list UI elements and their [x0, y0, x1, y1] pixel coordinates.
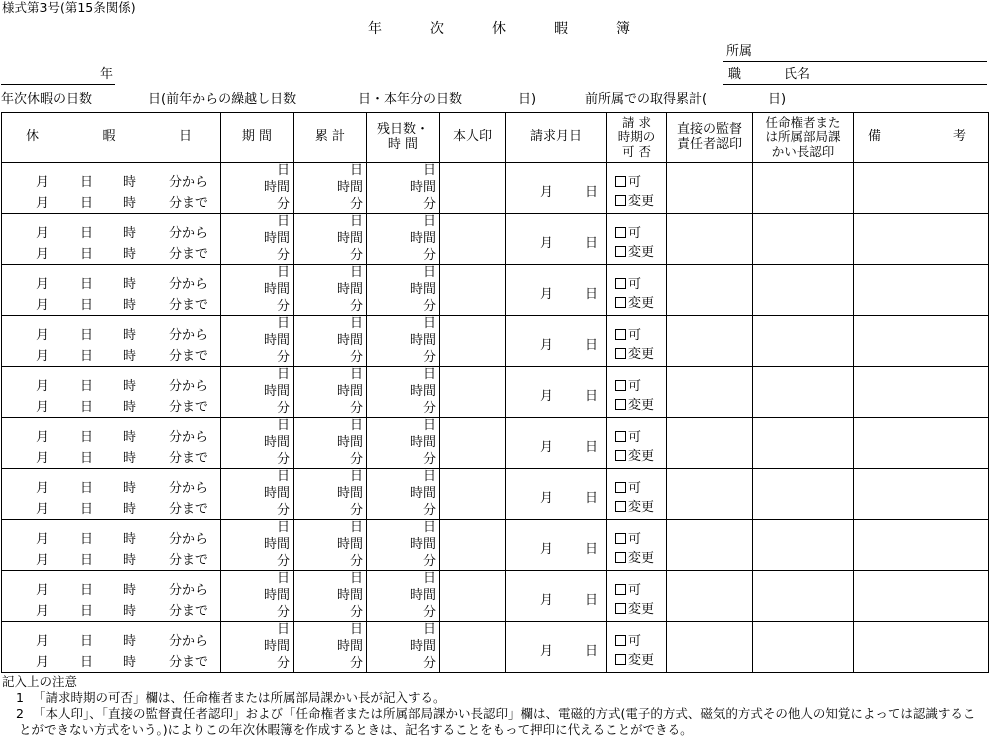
option-approve[interactable]: 可: [615, 324, 641, 343]
leave-to: 月 日 時 分まで: [36, 553, 209, 568]
remaining-cell[interactable]: 日 時間 分: [367, 571, 440, 622]
seal-cell[interactable]: [440, 214, 506, 265]
leave-date-cell[interactable]: [2, 214, 221, 265]
supervisor-seal-cell[interactable]: [667, 418, 753, 469]
option-approve[interactable]: 可: [615, 375, 641, 394]
col-header-seal: 本人印: [440, 113, 506, 163]
leave-to: 月 日 時 分まで: [36, 298, 209, 313]
request-date-cell[interactable]: 月 日: [506, 571, 607, 622]
checkbox-icon[interactable]: [615, 482, 626, 493]
option-approve[interactable]: 可: [615, 426, 641, 445]
remarks-cell[interactable]: [854, 622, 989, 673]
leave-record-table: [1, 112, 989, 673]
seal-cell[interactable]: [440, 571, 506, 622]
checkbox-icon[interactable]: [615, 380, 626, 391]
approval-cell[interactable]: [607, 214, 667, 265]
leave-to: 月 日 時 分まで: [36, 349, 209, 364]
checkbox-icon[interactable]: [615, 450, 626, 461]
request-date-cell[interactable]: 月 日: [506, 622, 607, 673]
col-header-leave-date: 休 暇 日: [2, 113, 221, 163]
form-number: 様式第3号(第15条関係): [2, 0, 136, 15]
col-header-cumulative: 累 計: [294, 113, 367, 163]
seal-cell[interactable]: [440, 418, 506, 469]
checkbox-icon[interactable]: [615, 348, 626, 359]
appointer-seal-cell[interactable]: [753, 163, 854, 214]
option-change[interactable]: 変更: [615, 190, 654, 209]
option-change[interactable]: 変更: [615, 241, 654, 260]
approval-cell[interactable]: [607, 265, 667, 316]
request-date-cell[interactable]: 月 日: [506, 316, 607, 367]
request-date-cell[interactable]: 月 日: [506, 469, 607, 520]
table-row: [2, 622, 989, 673]
remaining-cell[interactable]: 日 時間 分: [367, 214, 440, 265]
leave-from: 月 日 時 分から: [36, 481, 209, 496]
checkbox-icon[interactable]: [615, 399, 626, 410]
seal-cell[interactable]: [440, 469, 506, 520]
table-row: [2, 520, 989, 571]
col-header-remarks: 備 考: [854, 113, 989, 163]
option-approve[interactable]: 可: [615, 579, 641, 598]
seal-cell[interactable]: [440, 622, 506, 673]
checkbox-icon[interactable]: [615, 533, 626, 544]
leave-from: 月 日 時 分から: [36, 430, 209, 445]
table-row: [2, 163, 989, 214]
table-row: [2, 469, 989, 520]
remarks-cell[interactable]: [854, 367, 989, 418]
appointer-seal-cell[interactable]: [753, 520, 854, 571]
leave-to: 月 日 時 分まで: [36, 400, 209, 415]
checkbox-icon[interactable]: [615, 501, 626, 512]
note-item: 1 「請求時期の可否」欄は、任命権者または所属部局課かい長が記入する。: [16, 690, 446, 705]
period-cell[interactable]: 日 時間 分: [221, 571, 294, 622]
cumulative-cell[interactable]: 日 時間 分: [294, 163, 367, 214]
leave-date-cell[interactable]: [2, 571, 221, 622]
title-char: 簿: [616, 21, 630, 37]
option-change[interactable]: 変更: [615, 598, 654, 617]
leave-to: 月 日 時 分まで: [36, 502, 209, 517]
appointer-seal-cell[interactable]: [753, 418, 854, 469]
remarks-cell[interactable]: [854, 418, 989, 469]
period-cell[interactable]: 日 時間 分: [221, 214, 294, 265]
leave-from: 月 日 時 分から: [36, 226, 209, 241]
dept-label: 所属: [726, 44, 753, 59]
position-label: 職: [728, 67, 742, 82]
appointer-seal-cell[interactable]: [753, 265, 854, 316]
col-header-approval: 請 求 時期の 可 否: [607, 113, 667, 163]
leave-from: 月 日 時 分から: [36, 277, 209, 292]
seal-cell[interactable]: [440, 163, 506, 214]
table-row: [2, 214, 989, 265]
leave-from: 月 日 時 分から: [36, 328, 209, 343]
leave-date-cell[interactable]: [2, 163, 221, 214]
period-cell[interactable]: 日 時間 分: [221, 520, 294, 571]
period-cell[interactable]: 日 時間 分: [221, 469, 294, 520]
col-header-request-date: 請求月日: [506, 113, 607, 163]
request-date-cell[interactable]: 月 日: [506, 367, 607, 418]
leave-to: 月 日 時 分まで: [36, 655, 209, 670]
year-label: 年: [100, 67, 114, 82]
request-date-cell[interactable]: 月 日: [506, 214, 607, 265]
leave-from: 月 日 時 分から: [36, 634, 209, 649]
seal-cell[interactable]: [440, 520, 506, 571]
supervisor-seal-cell[interactable]: [667, 265, 753, 316]
checkbox-icon[interactable]: [615, 195, 626, 206]
supervisor-seal-cell[interactable]: [667, 622, 753, 673]
request-date-cell[interactable]: 月 日: [506, 520, 607, 571]
cumulative-cell[interactable]: 日 時間 分: [294, 367, 367, 418]
approval-cell[interactable]: [607, 622, 667, 673]
cumulative-cell[interactable]: 日 時間 分: [294, 622, 367, 673]
table-row: [2, 316, 989, 367]
col-header-remaining: 残日数・ 時 間: [367, 113, 440, 163]
option-approve[interactable]: 可: [615, 171, 641, 190]
checkbox-icon[interactable]: [615, 227, 626, 238]
cumulative-cell[interactable]: 日 時間 分: [294, 520, 367, 571]
checkbox-icon[interactable]: [615, 297, 626, 308]
remaining-cell[interactable]: 日 時間 分: [367, 367, 440, 418]
approval-cell[interactable]: [607, 571, 667, 622]
cumulative-cell[interactable]: 日 時間 分: [294, 265, 367, 316]
leave-to: 月 日 時 分まで: [36, 451, 209, 466]
remaining-cell[interactable]: 日 時間 分: [367, 520, 440, 571]
leave-from: 月 日 時 分から: [36, 175, 209, 190]
remarks-cell[interactable]: [854, 265, 989, 316]
remarks-cell[interactable]: [854, 316, 989, 367]
notes-section: [2, 674, 987, 738]
option-change[interactable]: 変更: [615, 496, 654, 515]
current-year-label: 日・本年分の日数: [358, 92, 463, 107]
leave-to: 月 日 時 分まで: [36, 196, 209, 211]
title-char: 休: [492, 21, 506, 37]
supervisor-seal-cell[interactable]: [667, 214, 753, 265]
request-date-cell[interactable]: 月 日: [506, 163, 607, 214]
remarks-cell[interactable]: [854, 571, 989, 622]
col-header-appointer: 任命権者また は所属部局課 かい長認印: [753, 113, 854, 163]
period-cell[interactable]: 日 時間 分: [221, 622, 294, 673]
supervisor-seal-cell[interactable]: [667, 571, 753, 622]
supervisor-seal-cell[interactable]: [667, 520, 753, 571]
remaining-cell[interactable]: 日 時間 分: [367, 469, 440, 520]
leave-date-cell[interactable]: [2, 316, 221, 367]
remaining-cell[interactable]: 日 時間 分: [367, 418, 440, 469]
period-cell[interactable]: 日 時間 分: [221, 265, 294, 316]
title-char: 年: [368, 21, 382, 37]
option-change[interactable]: 変更: [615, 445, 654, 464]
leave-to: 月 日 時 分まで: [36, 247, 209, 262]
option-change[interactable]: 変更: [615, 394, 654, 413]
appointer-seal-cell[interactable]: [753, 214, 854, 265]
approval-cell[interactable]: [607, 367, 667, 418]
remaining-cell[interactable]: 日 時間 分: [367, 622, 440, 673]
period-cell[interactable]: 日 時間 分: [221, 418, 294, 469]
option-approve[interactable]: 可: [615, 630, 641, 649]
supervisor-seal-cell[interactable]: [667, 316, 753, 367]
remarks-cell[interactable]: [854, 163, 989, 214]
checkbox-icon[interactable]: [615, 654, 626, 665]
table-row: [2, 571, 989, 622]
checkbox-icon[interactable]: [615, 635, 626, 646]
note-item: 2 「本人印」、「直接の監督責任者認印」および「任命権者または所属部局課かい長認印」欄は、電磁的方式(電子的方式、磁気的方式その他人の知覚によっては認識することができない方式をいう。)によりこの年次休暇簿を作成するときは、記名することをもって押印に代えることができる。: [16, 706, 976, 737]
checkbox-icon[interactable]: [615, 552, 626, 563]
checkbox-icon[interactable]: [615, 246, 626, 257]
option-approve[interactable]: 可: [615, 273, 641, 292]
col-header-period: 期 間: [221, 113, 294, 163]
leave-date-cell[interactable]: [2, 367, 221, 418]
remarks-cell[interactable]: [854, 520, 989, 571]
approval-cell[interactable]: [607, 316, 667, 367]
name-label: 氏名: [784, 67, 811, 82]
leave-date-cell[interactable]: [2, 520, 221, 571]
approval-cell[interactable]: [607, 418, 667, 469]
remaining-cell[interactable]: 日 時間 分: [367, 316, 440, 367]
checkbox-icon[interactable]: [615, 603, 626, 614]
document-title: [368, 22, 630, 36]
remaining-cell[interactable]: 日 時間 分: [367, 265, 440, 316]
supervisor-seal-cell[interactable]: [667, 367, 753, 418]
approval-cell[interactable]: [607, 469, 667, 520]
col-header-supervisor: 直接の監督 責任者認印: [667, 113, 753, 163]
summary-close: 日): [518, 92, 537, 107]
checkbox-icon[interactable]: [615, 176, 626, 187]
prior-close: 日): [768, 92, 787, 107]
dept-underline: [723, 61, 987, 62]
leave-from: 月 日 時 分から: [36, 532, 209, 547]
carryover-label: 日(前年からの繰越し日数: [148, 92, 297, 107]
cumulative-cell[interactable]: 日 時間 分: [294, 418, 367, 469]
table-row: [2, 265, 989, 316]
cumulative-cell[interactable]: 日 時間 分: [294, 316, 367, 367]
appointer-seal-cell[interactable]: [753, 316, 854, 367]
checkbox-icon[interactable]: [615, 584, 626, 595]
table-row: [2, 418, 989, 469]
period-cell[interactable]: 日 時間 分: [221, 163, 294, 214]
leave-date-cell[interactable]: [2, 469, 221, 520]
appointer-seal-cell[interactable]: [753, 622, 854, 673]
option-change[interactable]: 変更: [615, 292, 654, 311]
title-char: 暇: [554, 21, 568, 37]
notes-heading: 記入上の注意: [2, 674, 78, 689]
remarks-cell[interactable]: [854, 469, 989, 520]
total-days-label: 年次休暇の日数: [1, 92, 93, 107]
appointer-seal-cell[interactable]: [753, 469, 854, 520]
seal-cell[interactable]: [440, 367, 506, 418]
leave-date-cell[interactable]: [2, 418, 221, 469]
leave-date-cell[interactable]: [2, 265, 221, 316]
cumulative-cell[interactable]: 日 時間 分: [294, 469, 367, 520]
title-char: 次: [430, 21, 444, 37]
name-underline: [723, 84, 987, 85]
year-underline: [1, 84, 115, 85]
remarks-cell[interactable]: [854, 214, 989, 265]
supervisor-seal-cell[interactable]: [667, 469, 753, 520]
cumulative-cell[interactable]: 日 時間 分: [294, 571, 367, 622]
approval-cell[interactable]: [607, 520, 667, 571]
leave-date-cell[interactable]: [2, 622, 221, 673]
cumulative-cell[interactable]: 日 時間 分: [294, 214, 367, 265]
leave-from: 月 日 時 分から: [36, 583, 209, 598]
option-approve[interactable]: 可: [615, 222, 641, 241]
leave-from: 月 日 時 分から: [36, 379, 209, 394]
checkbox-icon[interactable]: [615, 278, 626, 289]
option-approve[interactable]: 可: [615, 477, 641, 496]
prior-dept-label: 前所属での取得累計(: [585, 92, 708, 107]
supervisor-seal-cell[interactable]: [667, 163, 753, 214]
request-date-cell[interactable]: 月 日: [506, 418, 607, 469]
seal-cell[interactable]: [440, 265, 506, 316]
period-cell[interactable]: 日 時間 分: [221, 367, 294, 418]
checkbox-icon[interactable]: [615, 431, 626, 442]
appointer-seal-cell[interactable]: [753, 571, 854, 622]
appointer-seal-cell[interactable]: [753, 367, 854, 418]
seal-cell[interactable]: [440, 316, 506, 367]
option-approve[interactable]: 可: [615, 528, 641, 547]
leave-to: 月 日 時 分まで: [36, 604, 209, 619]
option-change[interactable]: 変更: [615, 547, 654, 566]
checkbox-icon[interactable]: [615, 329, 626, 340]
option-change[interactable]: 変更: [615, 343, 654, 362]
option-change[interactable]: 変更: [615, 649, 654, 668]
request-date-cell[interactable]: 月 日: [506, 265, 607, 316]
period-cell[interactable]: 日 時間 分: [221, 316, 294, 367]
table-row: [2, 367, 989, 418]
remaining-cell[interactable]: 日 時間 分: [367, 163, 440, 214]
approval-cell[interactable]: [607, 163, 667, 214]
